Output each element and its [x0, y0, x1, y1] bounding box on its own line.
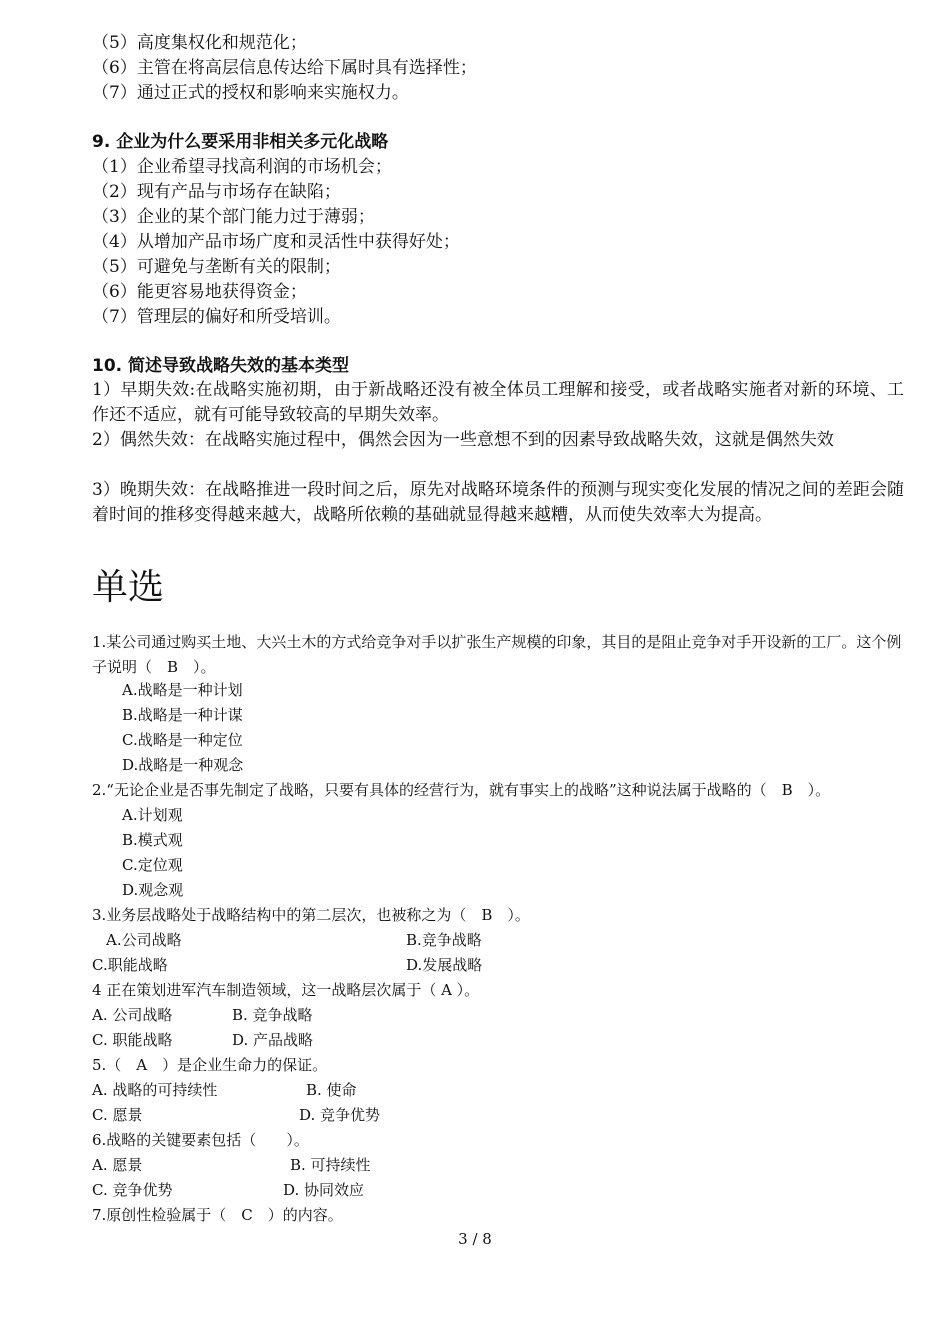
list-item: （7）通过正式的授权和影响来实施权力。	[92, 83, 409, 103]
paragraph: 1）早期失效:在战略实施初期，由于新战略还没有被全体员工理解和接受，或者战略实施者对新的环境、工作还不适应，就有可能导致较高的早期失效率。	[92, 380, 904, 425]
question-option: B. 可持续性	[290, 1156, 371, 1174]
question-stem: 2.“无论企业是否事先制定了战略，只要有具体的经营行为，就有事实上的战略”这种说法属于战略的（ B ）。	[92, 781, 831, 799]
question-option: B.竞争战略	[406, 931, 482, 949]
question-option: D.观念观	[122, 881, 184, 899]
list-item: （3）企业的某个部门能力过于薄弱；	[92, 207, 375, 227]
question-option: C.定位观	[122, 856, 183, 874]
question-option: D. 产品战略	[232, 1031, 314, 1049]
list-item: （7）管理层的偏好和所受培训。	[92, 307, 341, 327]
question-option: A. 愿景	[92, 1156, 143, 1174]
page-number: 3 / 8	[458, 1230, 492, 1248]
list-item: （5）可避免与垄断有关的限制；	[92, 257, 341, 277]
question-stem: 1.某公司通过购买土地、大兴土木的方式给竞争对手以扩张生产规模的印象，其目的是阻止竞争对手开设新的工厂。这个例子说明（ B ）。	[92, 633, 902, 676]
question-option: B. 使命	[306, 1081, 357, 1099]
list-item: （5）高度集权化和规范化；	[92, 33, 307, 53]
page-heading: 单选	[92, 567, 165, 608]
question-option: A.公司战略	[106, 931, 182, 949]
question-stem: 3.业务层战略处于战略结构中的第二层次，也被称之为（ B ）。	[92, 906, 530, 924]
question-option: D.发展战略	[406, 956, 483, 974]
section-heading: 10. 简述导致战略失效的基本类型	[92, 356, 350, 376]
question-option: A. 公司战略	[92, 1006, 173, 1024]
question-stem: 6.战略的关键要素包括（ ）。	[92, 1131, 309, 1149]
question-option: C. 愿景	[92, 1106, 143, 1124]
question-option: D.战略是一种观念	[122, 756, 244, 774]
list-item: （2）现有产品与市场存在缺陷；	[92, 182, 341, 202]
question-option: D. 竞争优势	[299, 1106, 381, 1124]
question-stem: 5.（ A ）是企业生命力的保证。	[92, 1056, 328, 1074]
question-option: C. 竞争优势	[92, 1181, 173, 1199]
question-option: C. 职能战略	[92, 1031, 173, 1049]
list-item: （6）能更容易地获得资金；	[92, 282, 307, 302]
list-item: （1）企业希望寻找高利润的市场机会；	[92, 157, 392, 177]
list-item: （6）主管在将高层信息传达给下属时具有选择性；	[92, 58, 477, 78]
question-option: B.模式观	[122, 831, 183, 849]
paragraph: 2）偶然失效：在战略实施过程中，偶然会因为一些意想不到的因素导致战略失效，这就是偶然失效	[92, 430, 834, 450]
question-option: B. 竞争战略	[232, 1006, 313, 1024]
question-option: A.计划观	[122, 806, 183, 824]
question-option: A. 战略的可持续性	[92, 1081, 218, 1099]
question-option: A.战略是一种计划	[122, 681, 243, 699]
question-option: C.战略是一种定位	[122, 731, 243, 749]
section-heading: 9. 企业为什么要采用非相关多元化战略	[92, 132, 389, 152]
question-stem: 4 正在策划进军汽车制造领域，这一战略层次属于（ A ）。	[92, 981, 480, 999]
question-option: C.职能战略	[92, 956, 168, 974]
list-item: （4）从增加产品市场广度和灵活性中获得好处；	[92, 232, 460, 252]
paragraph: 3）晚期失效：在战略推进一段时间之后，原先对战略环境条件的预测与现实变化发展的情况之间的差距会随着时间的推移变得越来越大，战略所依赖的基础就显得越来越糟，从而使失效率大为提高。	[92, 480, 904, 525]
question-option: B.战略是一种计谋	[122, 706, 243, 724]
question-stem: 7.原创性检验属于（ C ）的内容。	[92, 1206, 343, 1224]
question-option: D. 协同效应	[283, 1181, 365, 1199]
